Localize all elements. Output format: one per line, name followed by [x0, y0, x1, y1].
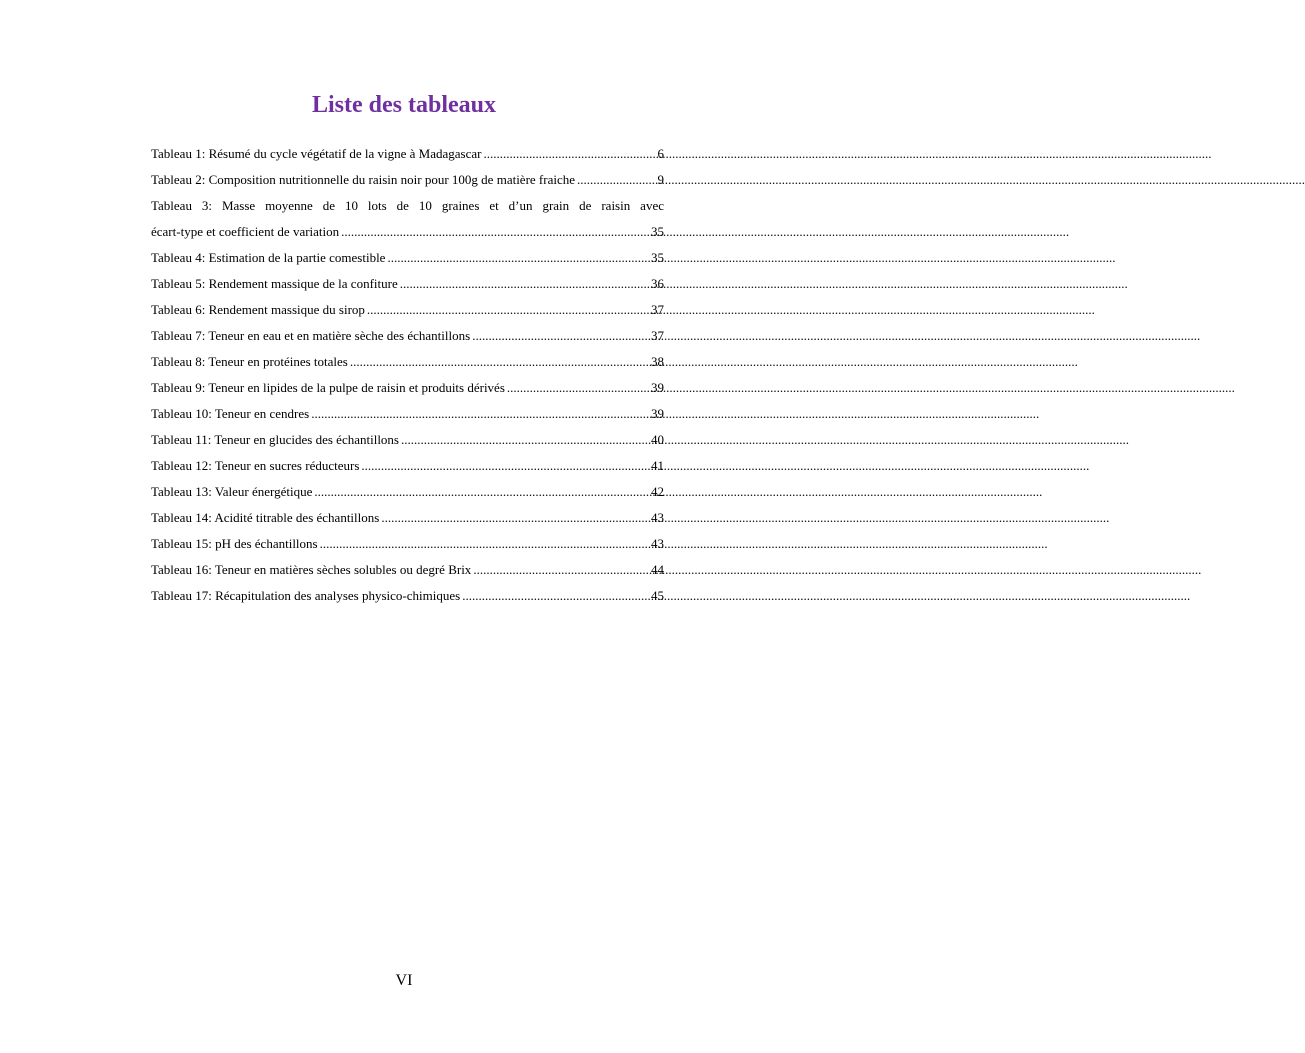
toc-entry-page: 35: [651, 224, 664, 239]
toc-entry-label: écart-type et coefficient de variation: [151, 224, 340, 239]
page-number: VI: [395, 972, 413, 989]
toc-entry-10[interactable]: [151, 401, 664, 427]
table-list: [151, 141, 664, 609]
toc-entry-page: 39: [651, 406, 664, 421]
toc-entry-label: Tableau 7: Teneur en eau et en matière sèche des échantillons: [151, 328, 471, 343]
toc-entry-page: 41: [651, 458, 664, 473]
toc-entry-label: Tableau 16: Teneur en matières sèches solubles ou degré Brix: [151, 562, 472, 577]
toc-entry-label: Tableau 4: Estimation de la partie comestible: [151, 250, 386, 265]
toc-entry-page: 43: [651, 510, 664, 525]
toc-entry-8[interactable]: [151, 349, 664, 375]
toc-entry-7[interactable]: [151, 323, 664, 349]
toc-entry-3-line-1[interactable]: [151, 193, 664, 219]
toc-entry-label: Tableau 11: Teneur en glucides des échantillons: [151, 432, 399, 447]
toc-entry-11[interactable]: [151, 427, 664, 453]
dot-leader: [577, 167, 657, 193]
toc-entry-label: Tableau 15: pH des échantillons: [151, 536, 318, 551]
toc-entry-label: Tableau 3: Masse moyenne de 10 lots de 10 graines et d’un grain de raisin avec: [151, 198, 664, 213]
dot-leader: [483, 141, 657, 167]
toc-entry-page: 45: [651, 588, 664, 603]
dot-leader: [361, 453, 651, 479]
toc-entry-16[interactable]: [151, 557, 664, 583]
dot-leader: [367, 297, 651, 323]
toc-entry-page: 40: [651, 432, 664, 447]
toc-entry-15[interactable]: [151, 531, 664, 557]
dot-leader: [311, 401, 651, 427]
toc-entry-label: Tableau 13: Valeur énergétique: [151, 484, 313, 499]
toc-entry-page: 6: [657, 146, 664, 161]
toc-entry-label: Tableau 6: Rendement massique du sirop: [151, 302, 365, 317]
toc-entry-page: 37: [651, 328, 664, 343]
dot-leader: [381, 505, 651, 531]
toc-entry-6[interactable]: [151, 297, 664, 323]
dot-leader: [401, 427, 651, 453]
toc-entry-label: Tableau 2: Composition nutritionnelle du raisin noir pour 100g de matière fraiche: [151, 172, 576, 187]
toc-entry-page: 35: [651, 250, 664, 265]
toc-entry-3-line-2[interactable]: [151, 219, 664, 245]
toc-entry-9[interactable]: [151, 375, 664, 401]
dot-leader: [387, 245, 651, 271]
toc-entry-1[interactable]: [151, 141, 664, 167]
dot-leader: [462, 583, 651, 609]
toc-entry-17[interactable]: [151, 583, 664, 609]
page-title: Liste des tableaux: [311, 92, 496, 118]
toc-entry-page: 37: [651, 302, 664, 317]
toc-entry-label: Tableau 8: Teneur en protéines totales: [151, 354, 348, 369]
toc-entry-12[interactable]: [151, 453, 664, 479]
toc-entry-label: Tableau 10: Teneur en cendres: [151, 406, 310, 421]
toc-entry-2[interactable]: [151, 167, 664, 193]
dot-leader: [320, 531, 651, 557]
toc-entry-page: 44: [651, 562, 664, 577]
toc-entry-page: 42: [651, 484, 664, 499]
toc-entry-label: Tableau 1: Résumé du cycle végétatif de la vigne à Madagascar: [151, 146, 482, 161]
dot-leader: [341, 219, 651, 245]
toc-entry-page: 38: [651, 354, 664, 369]
toc-entry-label: Tableau 14: Acidité titrable des échantillons: [151, 510, 380, 525]
dot-leader: [507, 375, 651, 401]
toc-entry-label: Tableau 12: Teneur en sucres réducteurs: [151, 458, 360, 473]
toc-entry-label: Tableau 9: Teneur en lipides de la pulpe de raisin et produits dérivés: [151, 380, 505, 395]
toc-entry-14[interactable]: [151, 505, 664, 531]
toc-entry-13[interactable]: [151, 479, 664, 505]
toc-entry-label: Tableau 5: Rendement massique de la confiture: [151, 276, 398, 291]
toc-entry-page: 36: [651, 276, 664, 291]
toc-entry-label: Tableau 17: Récapitulation des analyses physico-chimiques: [151, 588, 461, 603]
toc-entry-page: 43: [651, 536, 664, 551]
toc-entry-page: 39: [651, 380, 664, 395]
dot-leader: [472, 323, 651, 349]
toc-entry-4[interactable]: [151, 245, 664, 271]
toc-entry-5[interactable]: [151, 271, 664, 297]
dot-leader: [400, 271, 651, 297]
toc-entry-page: 9: [657, 172, 664, 187]
dot-leader: [473, 557, 651, 583]
dot-leader: [314, 479, 651, 505]
dot-leader: [350, 349, 651, 375]
